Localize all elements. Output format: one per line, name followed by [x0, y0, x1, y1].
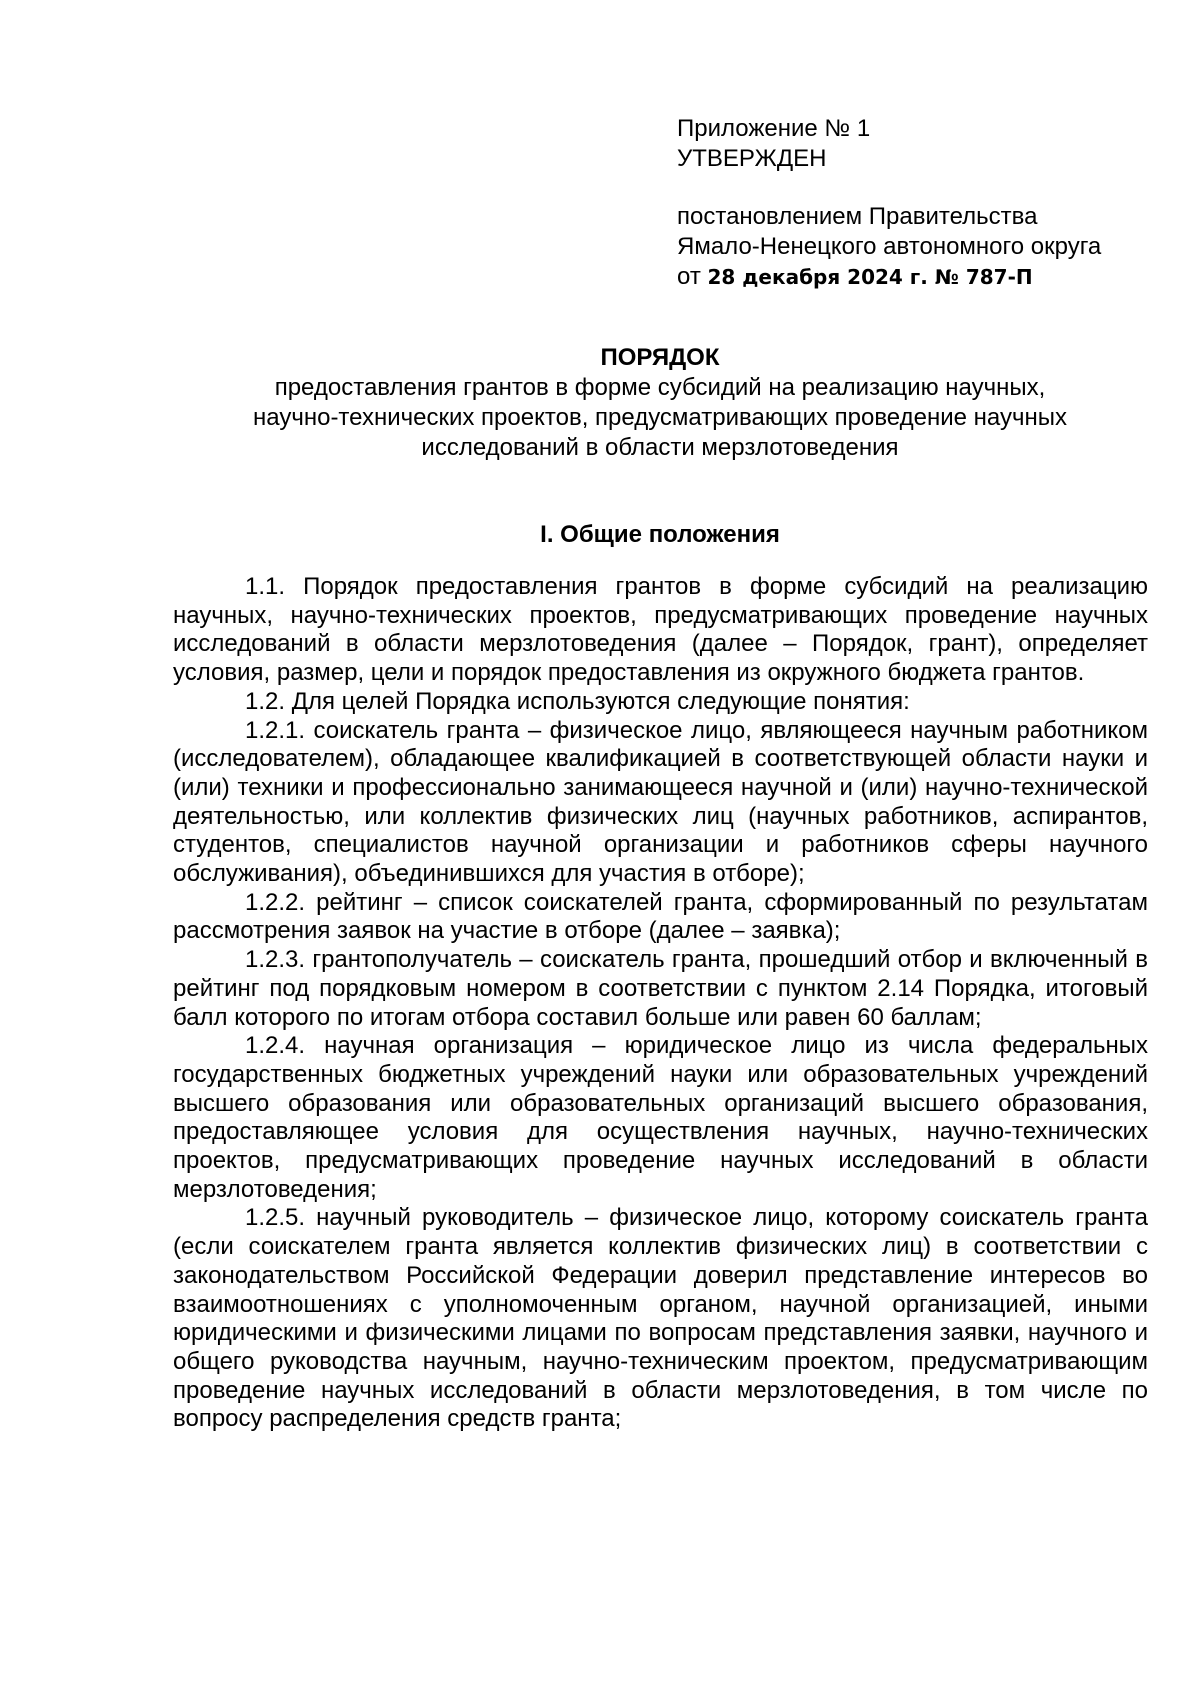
document-body [173, 573, 1148, 1434]
approval-block [677, 114, 1157, 292]
approval-date-line [677, 262, 1157, 292]
paragraph-1-2-2: 1.2.2. рейтинг – список соискателей гранта, сформированный по результатам рассмотрения заявок на участие в отборе (далее – заявка); [173, 888, 1148, 945]
section-heading: I. Общие положения [540, 521, 780, 548]
appendix-number: Приложение № 1 [677, 115, 871, 142]
paragraph-1-2-1: 1.2.1. соискатель гранта – физическое лицо, являющееся научным работником (исследователем), обладающее квалификацией в соответствующей области науки и (или) техники и профессионально занимающееся научной и (или) научно-технической деятельностью, или коллектив физических лиц (научных работников, аспирантов, студентов, специалистов научной организации и работников сферы научного обслуживания), объединившихся для участия в отборе); [173, 716, 1148, 888]
subtitle-line: исследований в области мерзлотоведения [421, 434, 899, 461]
spacer [677, 174, 1157, 202]
document-subtitle [170, 373, 1150, 463]
approval-line-2: Ямало-Ненецкого автономного округа [677, 233, 1102, 260]
approval-line-1: постановлением Правительства [677, 203, 1038, 230]
date-prefix: от [677, 263, 701, 290]
paragraph-1-2-4: 1.2.4. научная организация – юридическое лицо из числа федеральных государственных бюджетных учреждений науки или образовательных учреждений высшего образования или образовательных организаций высшего образования, предоставляющее условия для осуществления научных, научно-технических проектов, предусматривающих проведение научных исследований в области мерзлотоведения; [173, 1032, 1148, 1203]
paragraph-1-2: 1.2. Для целей Порядка используются следующие понятия: [245, 687, 910, 715]
subtitle-line: научно-технических проектов, предусматривающих проведение научных [253, 404, 1067, 431]
document-title: ПОРЯДОК [600, 344, 720, 371]
paragraph-1-2-5: 1.2.5. научный руководитель – физическое лицо, которому соискатель гранта (если соискателем гранта является коллектив физических лиц) в соответствии с законодательством Российской Федерации доверил представление интересов во взаимоотношениях с уполномоченным органом, научной организацией, иными юридическими и физическими лицами по вопросам представления заявки, научного и общего руководства научным, научно-техническим проектом, предусматривающим проведение научных исследований в области мерзлотоведения, в том числе по вопросу распределения средств гранта; [173, 1204, 1148, 1433]
date-value: 28 декабря 2024 г. № 787-П [707, 265, 1033, 289]
paragraph-1-2-3: 1.2.3. грантополучатель – соискатель гранта, прошедший отбор и включенный в рейтинг под порядковым номером в соответствии с пунктом 2.14 Порядка, итоговый балл которого по итогам отбора составил больше или равен 60 баллам; [173, 946, 1148, 1031]
paragraph-1-1: 1.1. Порядок предоставления грантов в форме субсидий на реализацию научных, научно-технических проектов, предусматривающих проведение научных исследований в области мерзлотоведения (далее – Порядок, грант), определяет условия, размер, цели и порядок предоставления из окружного бюджета грантов. [173, 573, 1148, 687]
approved-label: УТВЕРЖДЕН [677, 145, 827, 172]
subtitle-line: предоставления грантов в форме субсидий на реализацию научных, [274, 374, 1046, 401]
